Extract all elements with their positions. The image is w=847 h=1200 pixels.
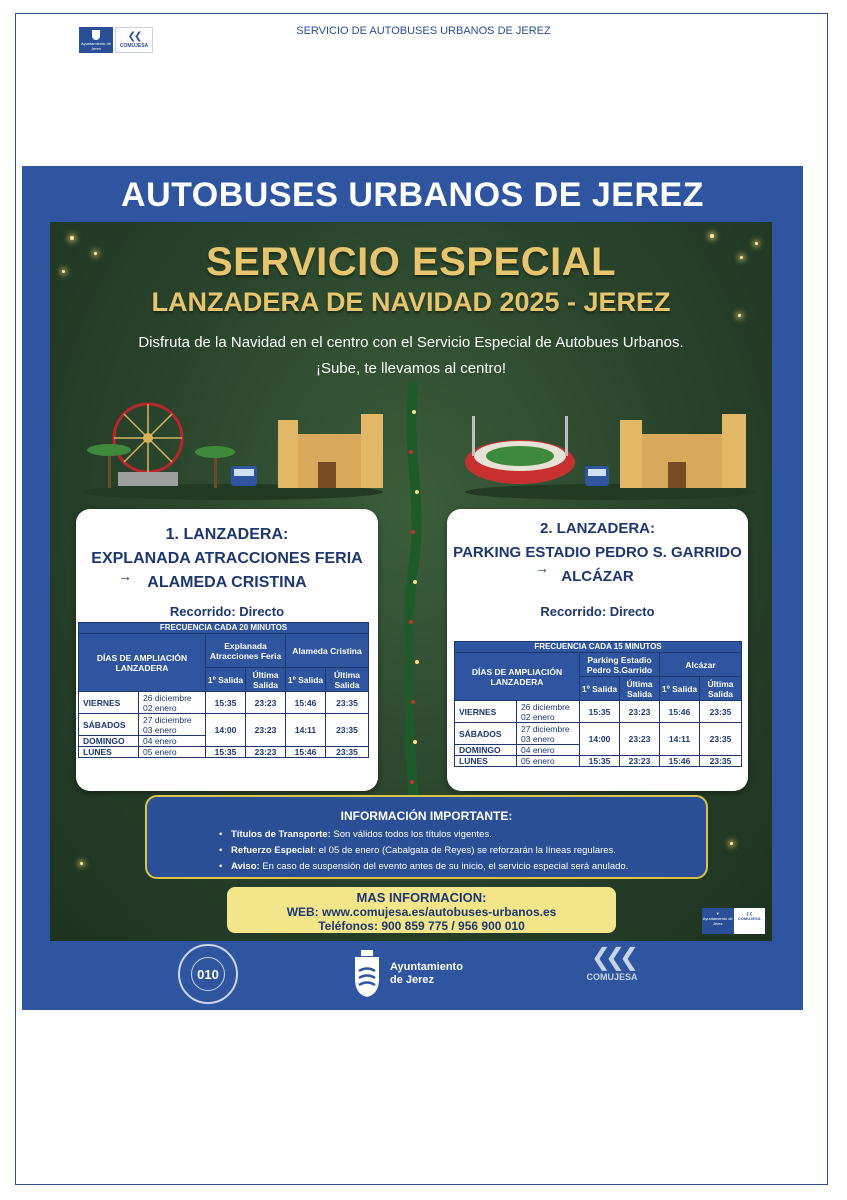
time-cell: 23:23 bbox=[620, 756, 660, 767]
lanzadera-2-card bbox=[447, 509, 748, 791]
ferris-wheel-icon bbox=[114, 404, 182, 486]
date-cell: 27 diciembre 03 enero bbox=[517, 723, 580, 745]
poster bbox=[22, 166, 803, 1010]
lanzadera-1-destination: ALAMEDA CRISTINA bbox=[147, 574, 307, 591]
list-item: • Refuerzo Especial: el 05 de enero (Cabalgata de Reyes) se reforzarán la líneas regulares. bbox=[219, 843, 628, 859]
service-subtitle: LANZADERA DE NAVIDAD 2025 - JEREZ bbox=[151, 287, 671, 317]
last-departure-header: Última Salida bbox=[246, 668, 286, 692]
date-cell: 04 enero bbox=[517, 745, 580, 756]
important-info-box bbox=[145, 795, 708, 879]
web-link[interactable]: WEB: www.comujesa.es/autobuses-urbanos.es bbox=[286, 905, 557, 919]
day-cell: LUNES bbox=[79, 747, 139, 758]
table-row bbox=[79, 747, 369, 758]
comujesa-logo: ❮❮ COMUJESA bbox=[737, 911, 761, 921]
date-cell: 05 enero bbox=[517, 756, 580, 767]
poster-title: AUTOBUSES URBANOS DE JEREZ bbox=[121, 176, 704, 214]
more-info-box bbox=[227, 887, 616, 933]
list-item: • Aviso: En caso de suspensión del evento antes de su inicio, el servicio especial será anulado. bbox=[219, 859, 628, 875]
info-title: INFORMACIÓN IMPORTANTE: bbox=[340, 809, 513, 823]
time-cell: 15:35 bbox=[580, 701, 620, 723]
time-cell: 23:23 bbox=[246, 692, 286, 714]
time-cell: 14:11 bbox=[660, 723, 700, 756]
bus-icon bbox=[585, 466, 609, 486]
day-cell: LUNES bbox=[455, 756, 517, 767]
time-cell: 23:23 bbox=[620, 701, 660, 723]
last-departure-header: Última Salida bbox=[326, 668, 369, 692]
lanzadera-1-origin: EXPLANADA ATRACCIONES FERIA bbox=[91, 550, 363, 567]
table-row bbox=[455, 756, 742, 767]
list-item: • Títulos de Transporte: Son válidos todos los títulos vigentes. bbox=[219, 827, 628, 843]
telefono-010-seal bbox=[178, 944, 238, 1004]
jerez-shield-icon bbox=[352, 949, 382, 999]
day-cell: SÁBADOS bbox=[79, 714, 139, 736]
last-departure-header: Última Salida bbox=[700, 677, 742, 701]
first-departure-header: 1º Salida bbox=[660, 677, 700, 701]
time-cell: 23:35 bbox=[700, 756, 742, 767]
lanzadera-1-heading: 1. LANZADERA: bbox=[165, 526, 289, 543]
time-cell: 14:11 bbox=[286, 714, 326, 747]
day-cell: DOMINGO bbox=[79, 736, 139, 747]
garland-icon bbox=[405, 382, 423, 802]
time-cell: 15:46 bbox=[286, 692, 326, 714]
comujesa-logo-text: COMUJESA bbox=[119, 43, 149, 49]
day-cell: DOMINGO bbox=[455, 745, 517, 756]
lanzadera-1-recorrido: Recorrido: Directo bbox=[169, 604, 285, 619]
comujesa-footer-logo bbox=[582, 944, 642, 1004]
date-cell: 26 diciembre 02 enero bbox=[139, 692, 206, 714]
time-cell: 23:35 bbox=[326, 692, 369, 714]
date-cell: 27 diciembre 03 enero bbox=[139, 714, 206, 736]
table-row bbox=[79, 692, 369, 714]
table-row bbox=[455, 723, 742, 745]
time-cell: 23:35 bbox=[326, 747, 369, 758]
time-cell: 15:46 bbox=[660, 701, 700, 723]
time-cell: 15:35 bbox=[580, 756, 620, 767]
stadium-icon bbox=[465, 416, 575, 484]
seal-number: 010 bbox=[191, 957, 225, 991]
lanzadera-2-recorrido: Recorrido: Directo bbox=[540, 604, 655, 619]
date-cell: 26 diciembre 02 enero bbox=[517, 701, 580, 723]
ayuntamiento-footer-label: Ayuntamiento de Jerez bbox=[390, 961, 463, 986]
ayuntamiento-logo-text: Ayuntamiento de Jerez bbox=[81, 41, 111, 51]
time-cell: 15:46 bbox=[660, 756, 700, 767]
time-cell: 15:35 bbox=[206, 747, 246, 758]
tagline-2: ¡Sube, te llevamos al centro! bbox=[315, 360, 507, 377]
castle-icon bbox=[278, 414, 383, 488]
time-cell: 23:23 bbox=[246, 747, 286, 758]
header-title: SERVICIO DE AUTOBUSES URBANOS DE JEREZ bbox=[296, 25, 551, 37]
time-cell: 14:00 bbox=[580, 723, 620, 756]
day-cell: VIERNES bbox=[79, 692, 139, 714]
first-departure-header: 1º Salida bbox=[206, 668, 246, 692]
comujesa-mark-icon: ❮❮❮ bbox=[590, 944, 634, 971]
estadio-illustration bbox=[460, 400, 760, 500]
comujesa-footer-label: COMUJESA bbox=[586, 972, 638, 982]
date-cell: 04 enero bbox=[139, 736, 206, 747]
feria-illustration bbox=[78, 400, 388, 500]
stop-b-header: Alcázar bbox=[660, 653, 742, 677]
ayuntamiento-footer-logo bbox=[352, 944, 482, 1004]
arrow-right-icon: → bbox=[535, 560, 549, 576]
table-row bbox=[455, 701, 742, 723]
sparkle-icon bbox=[730, 842, 733, 845]
lanzadera-2-destination: ALCÁZAR bbox=[561, 568, 634, 585]
bus-icon bbox=[231, 466, 257, 486]
lanzadera-2-origin: PARKING ESTADIO PEDRO S. GARRIDO bbox=[453, 544, 742, 561]
time-cell: 23:23 bbox=[246, 714, 286, 747]
first-departure-header: 1º Salida bbox=[286, 668, 326, 692]
frequency-banner: FRECUENCIA CADA 15 MINUTOS bbox=[455, 642, 742, 653]
info-list bbox=[219, 827, 628, 875]
seal-ring-icon bbox=[178, 944, 238, 1004]
days-header: DÍAS DE AMPLIACIÓN LANZADERA bbox=[455, 653, 580, 701]
sparkle-icon bbox=[80, 862, 83, 865]
lanzadera-2-heading: 2. LANZADERA: bbox=[540, 520, 655, 537]
time-cell: 23:35 bbox=[700, 723, 742, 756]
lanzadera-1-schedule-table bbox=[78, 622, 369, 758]
first-departure-header: 1º Salida bbox=[580, 677, 620, 701]
ayuntamiento-logo: ▼ Ayuntamiento de Jerez bbox=[702, 908, 734, 934]
comujesa-mark-icon: ❮❮ bbox=[127, 31, 141, 42]
tagline-1: Disfruta de la Navidad en el centro con el Servicio Especial de Autobues Urbanos. bbox=[138, 334, 684, 351]
phone-numbers: Teléfonos: 900 859 775 / 956 900 010 bbox=[318, 919, 525, 933]
table-row bbox=[79, 714, 369, 736]
day-cell: VIERNES bbox=[455, 701, 517, 723]
time-cell: 15:46 bbox=[286, 747, 326, 758]
day-cell: SÁBADOS bbox=[455, 723, 517, 745]
date-cell: 05 enero bbox=[139, 747, 206, 758]
frequency-banner: FRECUENCIA CADA 20 MINUTOS bbox=[79, 623, 369, 634]
arrow-right-icon: → bbox=[118, 568, 132, 584]
lanzadera-1-card bbox=[76, 509, 378, 791]
time-cell: 23:35 bbox=[326, 714, 369, 747]
stop-a-header: Explanada Atracciones Feria bbox=[206, 634, 286, 668]
service-title: SERVICIO ESPECIAL bbox=[205, 240, 617, 284]
castle-icon bbox=[620, 414, 746, 488]
time-cell: 14:00 bbox=[206, 714, 246, 747]
last-departure-header: Última Salida bbox=[620, 677, 660, 701]
lanzadera-2-schedule-table bbox=[454, 641, 742, 767]
inner-logos bbox=[702, 908, 765, 934]
christmas-poster bbox=[50, 222, 772, 941]
time-cell: 23:35 bbox=[700, 701, 742, 723]
stop-a-header: Parking Estadio Pedro S.Garrido bbox=[580, 653, 660, 677]
sparkle-icon bbox=[710, 234, 714, 238]
stop-b-header: Alameda Cristina bbox=[286, 634, 369, 668]
time-cell: 15:35 bbox=[206, 692, 246, 714]
days-header: DÍAS DE AMPLIACIÓN LANZADERA bbox=[79, 634, 206, 692]
time-cell: 23:23 bbox=[620, 723, 660, 756]
more-info-title: MAS INFORMACION: bbox=[356, 890, 487, 905]
